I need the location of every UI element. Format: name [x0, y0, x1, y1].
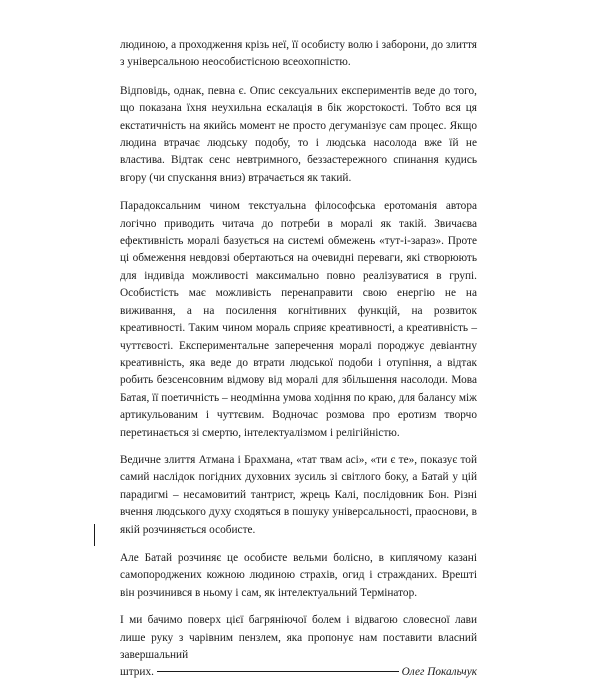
signature-line — [120, 664, 477, 681]
paragraph-5: Але Батай розчиняє це особисте вельми болісно, в киплячому казані самопороджених кожною людиною страхів, огид і стражданих. Врешті він розчинився в ньому і сам, як інтелектуальний Термінатор. — [120, 551, 477, 599]
paragraph-4: Ведичне злиття Атмана і Брахмана, «тат твам асі», «ти є те», показує той самий наслідок погідних духовних зусиль зі світлого боку, а Батай у цій парадигмі – несамовитий тантрист, жрець Калі, послідовник Бон. Різні вчення людського духу сходяться в пошуку універсальності, праоснови, в якій розчиняється особисте. — [120, 453, 477, 536]
paragraph-3: Парадоксальним чином текстуальна філософська еротоманія автора логічно приводить читача до потреби в моралі як такій. Звичаєва ефективність моралі базується на системі обмежень «тут-і-зараз». Проте ці обмеження невдовзі обертаються на очевидні переваги, які створюють для індивіда можливості максимально повно реалізуватися в групі. Особистість має можливість перенаправити свою енергію не на виживання, а на посилення когнітивних функцій, на розвиток креативності. Таким чином мораль сприяє креативності, а креативність – чуттєвості. Експериментальне заперечення моралі породжує девіантну креативність, яка веде до втрати людської подоби і отупіння, а відтак робить безсенсовним відмову від моралі для збільшення насолоди. Мова Батая, її поетичність – неодмінна умова ходіння по краю, для балансу між артикульованим і чуттєвим. Водночас розмова про еротизм творчо перетинається зі смертю, інтелектуалізмом і релігійністю. — [120, 200, 477, 439]
author-name: Олег Покальчук — [401, 666, 477, 679]
paragraph-2: Відповідь, однак, певна є. Опис сексуальних експериментів веде до того, що показана їхня неухильна ескалація в бік жорстокості. Тобто вся ця екстатичність на якийсь момент не просто дегуманізує сам процес. Якщо людина втрачає людську подобу, то і людська насолода вже їй не властива. Відтак сенс невтримного, беззастережного спинання кудись вгору (чи спускання вниз) втрачається як такий. — [120, 84, 477, 184]
text-column — [120, 37, 477, 682]
signature-rule — [157, 671, 399, 672]
paragraph-1: людиною, а проходження крізь неї, її особисту волю і заборони, до злиття з універсальною неособистісною всеохопністю. — [120, 39, 477, 69]
margin-mark — [94, 524, 95, 546]
paragraph-6: І ми бачимо поверх цієї багряніючої болем і відвагою словесної лави лише руку з чарівним пензлем, яка пропонує нам поставити власний завершальний — [120, 614, 477, 661]
closing-word: штрих. — [120, 666, 154, 679]
